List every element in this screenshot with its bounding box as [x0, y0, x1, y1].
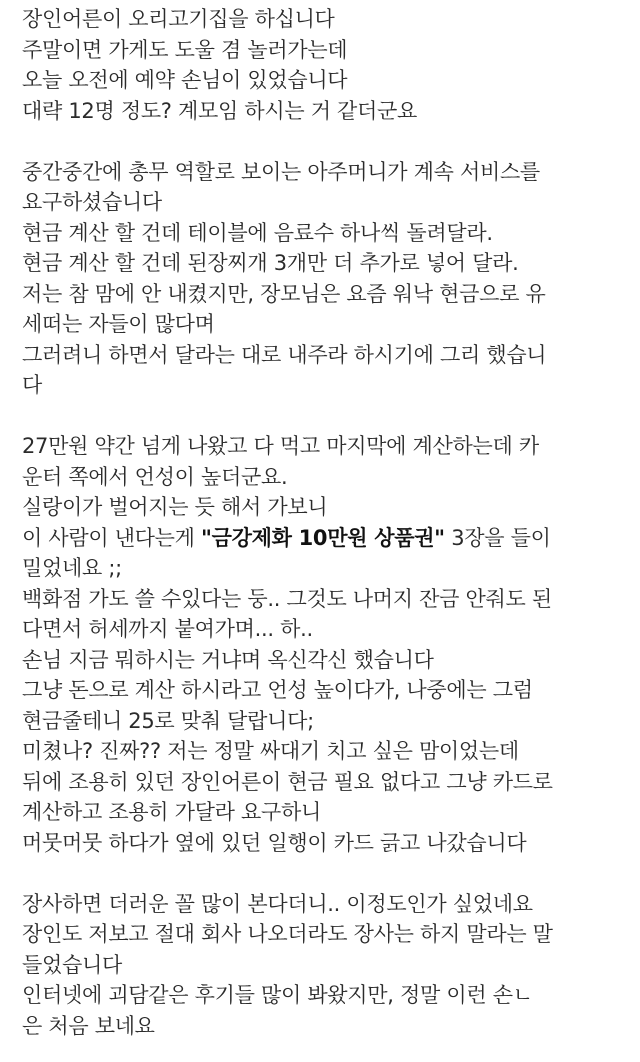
post-body [22, 4, 632, 1041]
text-line: 주말이면 가게도 도울 겸 놀러가는데 [22, 37, 348, 62]
text-line: 계산하고 조용히 가달라 요구하니 [22, 800, 321, 824]
text-line: 실랑이가 벌어지는 듯 해서 가보니 [22, 495, 328, 519]
text-line-with-emphasis [22, 523, 632, 554]
paragraph-1 [22, 4, 632, 126]
text-line: 운터 쪽에서 언성이 높더군요. [22, 464, 288, 489]
text-line: 다 [22, 373, 42, 397]
text-line: 요구하셨습니다 [22, 190, 162, 214]
text-line: 손님 지금 뭐하시는 거냐며 옥신각신 했습니다 [22, 647, 434, 672]
text-line: 다면서 허세까지 붙여가며... 하.. [22, 617, 313, 641]
text-line: 중간중간에 총무 역할로 보이는 아주머니가 계속 서비스를 [22, 159, 540, 184]
text-line: 세떠는 자들이 많다며 [22, 312, 215, 336]
text-line: 은 처음 보네요 [22, 1013, 155, 1038]
text-line: 그냥 돈으로 계산 하시라고 언성 높이다가, 나중에는 그럼 [22, 678, 533, 702]
paragraph-4 [22, 889, 632, 1042]
text-line: 현금 계산 할 건데 된장찌개 3개만 더 추가로 넣어 달라. [22, 251, 519, 275]
text-segment: 3장을 들이 [444, 525, 551, 550]
text-line: 27만원 약간 넘게 나왔고 다 먹고 마지막에 계산하는데 카 [22, 434, 539, 458]
text-line: 장인어른이 오리고기집을 하십니다 [22, 7, 335, 31]
text-line: 대략 12명 정도? 계모임 하시는 거 같더군요 [22, 98, 417, 123]
text-line: 그러려니 하면서 달라는 대로 내주라 하시기에 그리 했습니 [22, 342, 547, 367]
text-line: 밀었네요 ;; [22, 556, 122, 580]
text-line: 장인도 저보고 절대 회사 나오더라도 장사는 하지 말라는 말 [22, 922, 553, 946]
text-line: 머뭇머뭇 하다가 옆에 있던 일행이 카드 긁고 나갔습니다 [22, 830, 527, 855]
text-line: 뒤에 조용히 있던 장인어른이 현금 필요 없다고 그냥 카드로 [22, 769, 553, 794]
emphasized-text: "금강제화 10만원 상품권" [201, 525, 445, 550]
text-segment: 이 사람이 낸다는게 [22, 525, 202, 550]
text-line: 현금 계산 할 건데 테이블에 음료수 하나씩 돌려달라. [22, 220, 493, 245]
text-line: 현금줄테니 25로 맞춰 달랍니다; [22, 708, 314, 733]
text-line: 장사하면 더러운 꼴 많이 본다더니.. 이정도인가 싶었네요 [22, 891, 533, 916]
text-line: 저는 참 맘에 안 내켰지만, 장모님은 요즘 워낙 현금으로 유 [22, 281, 546, 306]
paragraph-3 [22, 431, 632, 858]
paragraph-2 [22, 157, 632, 401]
text-line: 오늘 오전에 예약 손님이 있었습니다 [22, 68, 348, 92]
text-line: 들었습니다 [22, 952, 122, 977]
text-line: 인터넷에 괴담같은 후기들 많이 봐왔지만, 정말 이런 손ㄴ [22, 983, 533, 1007]
text-line: 미쳤나? 진짜?? 저는 정말 싸대기 치고 싶은 맘이었는데 [22, 739, 519, 763]
text-line: 백화점 가도 쓸 수있다는 둥.. 그것도 나머지 잔금 안줘도 된 [22, 586, 552, 611]
